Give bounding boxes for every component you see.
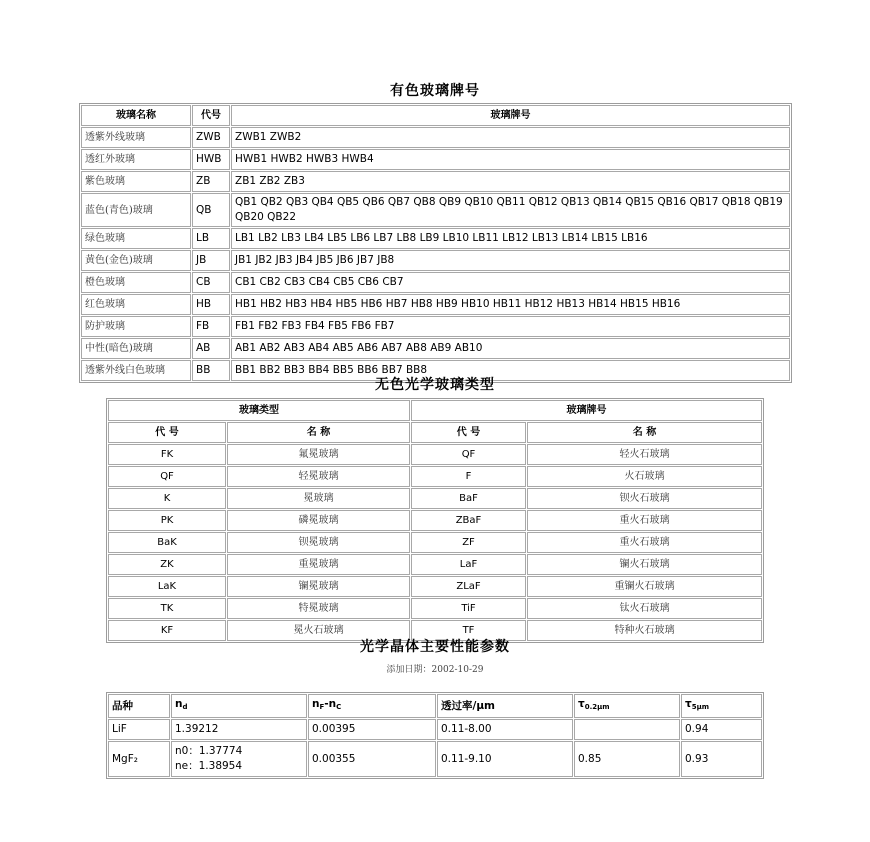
type-name-cell: 轻冕玻璃 [227, 466, 410, 487]
glass-code-cell: QB [192, 193, 230, 227]
tau-5-cell: 0.94 [681, 719, 762, 740]
glass-name-cell: 透紫外线玻璃 [81, 127, 191, 148]
glass-grades-cell: QB1 QB2 QB3 QB4 QB5 QB6 QB7 QB8 QB9 QB10 QB11 QB12 QB13 QB14 QB15 QB16 QB17 QB18 QB19 QB20 QB22 [231, 193, 790, 227]
nd-symbol: n [175, 698, 183, 710]
type-name-cell: 重冕玻璃 [227, 554, 410, 575]
type-name-cell: 钡冕玻璃 [227, 532, 410, 553]
glass-name-cell: 防护玻璃 [81, 316, 191, 337]
group-header-type: 玻璃类型 [108, 400, 410, 421]
added-date: 添加日期：2002-10-29 [386, 665, 484, 675]
refractive-index-cell [171, 719, 307, 740]
grade-name-cell: 重镧火石玻璃 [527, 576, 762, 597]
type-code-cell: PK [108, 510, 226, 531]
table-row [81, 193, 790, 227]
type-name-cell: 冕火石玻璃 [227, 620, 410, 641]
grade-code-cell: QF [411, 444, 526, 465]
colored-glass-title: 有色玻璃牌号 [390, 83, 480, 99]
glass-name-cell: 绿色玻璃 [81, 228, 191, 249]
glass-code-cell: JB [192, 250, 230, 271]
type-name-cell: 磷冕玻璃 [227, 510, 410, 531]
grade-name-cell: 特种火石玻璃 [527, 620, 762, 641]
glass-grades-cell: CB1 CB2 CB3 CB4 CB5 CB6 CB7 [231, 272, 790, 293]
glass-code-cell: FB [192, 316, 230, 337]
table-row [81, 272, 790, 293]
optical-glass-types-table [106, 398, 764, 643]
type-name-cell: 冕玻璃 [227, 488, 410, 509]
grade-name-cell: 重火石玻璃 [527, 532, 762, 553]
table-row [108, 576, 762, 597]
glass-code-cell: AB [192, 338, 230, 359]
glass-code-cell: HWB [192, 149, 230, 170]
table-header-row [108, 694, 762, 718]
grade-name-cell: 轻火石玻璃 [527, 444, 762, 465]
table-header-row [81, 105, 790, 126]
crystal-params-table [106, 692, 764, 779]
group-header-grade: 玻璃牌号 [411, 400, 762, 421]
glass-name-cell: 橙色玻璃 [81, 272, 191, 293]
sub-header-code-1: 代 号 [108, 422, 226, 443]
glass-grades-cell: HB1 HB2 HB3 HB4 HB5 HB6 HB7 HB8 HB9 HB10 HB11 HB12 HB13 HB14 HB15 HB16 [231, 294, 790, 315]
table-row [81, 316, 790, 337]
type-name-cell: 氟冕玻璃 [227, 444, 410, 465]
refractive-index-value: n0：1.37774 [175, 745, 243, 757]
glass-code-cell: BB [192, 360, 230, 381]
crystal-params-title: 光学晶体主要性能参数 [360, 639, 510, 655]
table-row [81, 149, 790, 170]
glass-name-cell: 透紫外线白色玻璃 [81, 360, 191, 381]
type-name-cell: 镧冕玻璃 [227, 576, 410, 597]
nf-symbol: n [312, 698, 320, 710]
type-name-cell: 特冕玻璃 [227, 598, 410, 619]
glass-name-cell: 蓝色(青色)玻璃 [81, 193, 191, 227]
refractive-index-value: 1.39212 [175, 723, 219, 735]
type-code-cell: FK [108, 444, 226, 465]
refractive-index-value-2: ne：1.38954 [175, 760, 243, 772]
type-code-cell: TK [108, 598, 226, 619]
dispersion-cell: 0.00355 [308, 741, 436, 777]
sub-header-name-2: 名 称 [527, 422, 762, 443]
grade-name-cell: 钡火石玻璃 [527, 488, 762, 509]
tau-subscript-1: 0.2μm [584, 703, 610, 711]
glass-name-cell: 黄色(金色)玻璃 [81, 250, 191, 271]
header-glass-name: 玻璃名称 [81, 105, 191, 126]
table-row [108, 510, 762, 531]
grade-code-cell: TiF [411, 598, 526, 619]
grade-name-cell: 钛火石玻璃 [527, 598, 762, 619]
table-row [81, 338, 790, 359]
optical-glass-types-title: 无色光学玻璃类型 [375, 377, 495, 393]
header-dispersion [308, 694, 436, 718]
glass-grades-cell: FB1 FB2 FB3 FB4 FB5 FB6 FB7 [231, 316, 790, 337]
glass-name-cell: 紫色玻璃 [81, 171, 191, 192]
table-row [108, 488, 762, 509]
glass-code-cell: ZB [192, 171, 230, 192]
nf-subscript: F [319, 703, 325, 711]
glass-grades-cell: JB1 JB2 JB3 JB4 JB5 JB6 JB7 JB8 [231, 250, 790, 271]
type-code-cell: BaK [108, 532, 226, 553]
glass-name-cell: 透红外玻璃 [81, 149, 191, 170]
colored-glass-table [79, 103, 792, 383]
glass-grades-cell: BB1 BB2 BB3 BB4 BB5 BB6 BB7 BB8 [231, 360, 790, 381]
header-grades: 玻璃牌号 [231, 105, 790, 126]
glass-name-cell: 红色玻璃 [81, 294, 191, 315]
table-row [108, 532, 762, 553]
nc-symbol: -n [324, 698, 337, 710]
table-row [108, 466, 762, 487]
dispersion-cell: 0.00395 [308, 719, 436, 740]
table-row [108, 444, 762, 465]
sub-header-name-1: 名 称 [227, 422, 410, 443]
type-code-cell: ZK [108, 554, 226, 575]
tau-02-cell [574, 719, 680, 740]
type-code-cell: QF [108, 466, 226, 487]
type-code-cell: KF [108, 620, 226, 641]
glass-code-cell: LB [192, 228, 230, 249]
table-row [81, 127, 790, 148]
grade-code-cell: TF [411, 620, 526, 641]
glass-grades-cell: AB1 AB2 AB3 AB4 AB5 AB6 AB7 AB8 AB9 AB10 [231, 338, 790, 359]
type-code-cell: LaK [108, 576, 226, 597]
grade-code-cell: ZF [411, 532, 526, 553]
table-row [108, 741, 762, 777]
header-tau-5 [681, 694, 762, 718]
glass-grades-cell: LB1 LB2 LB3 LB4 LB5 LB6 LB7 LB8 LB9 LB10 LB11 LB12 LB13 LB14 LB15 LB16 [231, 228, 790, 249]
transmission-range-cell: 0.11-9.10 [437, 741, 573, 777]
table-row [81, 250, 790, 271]
tau-5-cell: 0.93 [681, 741, 762, 777]
tau-02-cell: 0.85 [574, 741, 680, 777]
header-nd [171, 694, 307, 718]
nc-subscript: C [336, 703, 342, 711]
grade-code-cell: ZLaF [411, 576, 526, 597]
tau-symbol-2: τ [685, 698, 692, 710]
grade-code-cell: F [411, 466, 526, 487]
group-header-row [108, 400, 762, 421]
glass-grades-cell: HWB1 HWB2 HWB3 HWB4 [231, 149, 790, 170]
glass-code-cell: HB [192, 294, 230, 315]
glass-code-cell: CB [192, 272, 230, 293]
transmission-range-cell: 0.11-8.00 [437, 719, 573, 740]
glass-name-cell: 中性(暗色)玻璃 [81, 338, 191, 359]
species-cell: MgF₂ [108, 741, 170, 777]
glass-grades-cell: ZWB1 ZWB2 [231, 127, 790, 148]
table-row [81, 294, 790, 315]
sub-header-row [108, 422, 762, 443]
table-row [81, 228, 790, 249]
type-code-cell: K [108, 488, 226, 509]
grade-code-cell: ZBaF [411, 510, 526, 531]
sub-header-code-2: 代 号 [411, 422, 526, 443]
header-tau-02 [574, 694, 680, 718]
glass-grades-cell: ZB1 ZB2 ZB3 [231, 171, 790, 192]
table-row [108, 598, 762, 619]
glass-code-cell: ZWB [192, 127, 230, 148]
refractive-index-cell [171, 741, 307, 777]
species-cell: LiF [108, 719, 170, 740]
table-row [108, 554, 762, 575]
tau-subscript-2: 5μm [691, 703, 710, 711]
table-row [108, 719, 762, 740]
table-row [81, 171, 790, 192]
grade-name-cell: 重火石玻璃 [527, 510, 762, 531]
grade-name-cell: 镧火石玻璃 [527, 554, 762, 575]
header-code: 代号 [192, 105, 230, 126]
header-transmission-range: 透过率/μm [437, 694, 573, 718]
nd-subscript: d [182, 703, 188, 711]
grade-name-cell: 火石玻璃 [527, 466, 762, 487]
tau-symbol-1: τ [578, 698, 585, 710]
header-species: 品种 [108, 694, 170, 718]
grade-code-cell: BaF [411, 488, 526, 509]
grade-code-cell: LaF [411, 554, 526, 575]
